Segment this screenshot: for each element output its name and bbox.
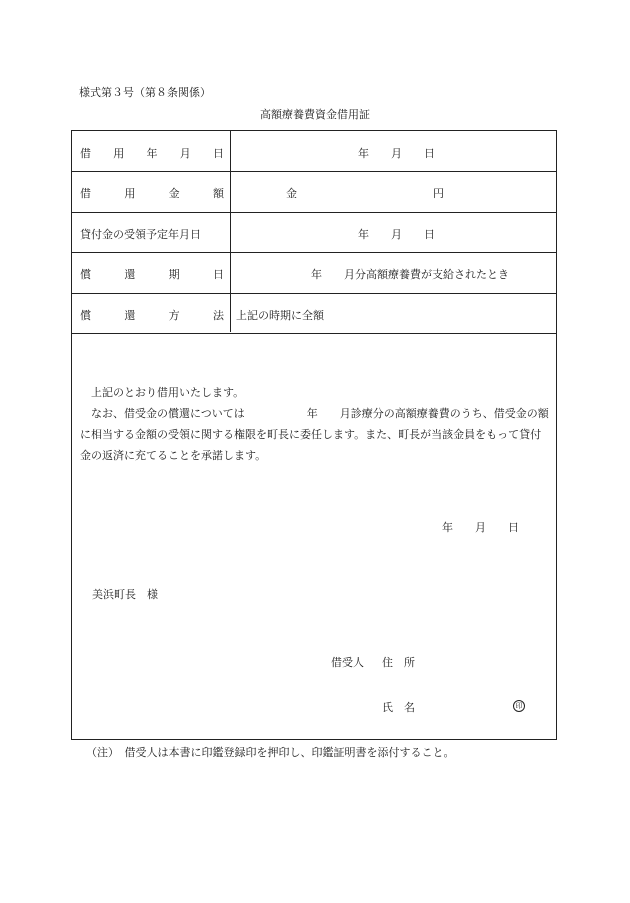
table-column-divider	[230, 131, 231, 332]
table-row-divider	[72, 252, 556, 253]
table-row-divider	[72, 212, 556, 213]
repayment-method-value: 上記の時期に全額	[236, 309, 324, 322]
seal-mark	[513, 698, 525, 712]
repayment-date-label: 償 還 期 日	[80, 268, 224, 281]
addressee: 美浜町長 様	[92, 588, 158, 601]
repayment-method-label: 償 還 方 法	[80, 309, 224, 322]
signing-date: 年 月 日	[442, 521, 519, 534]
amount-suffix: 円	[433, 187, 444, 200]
scheduled-receipt-date-label: 貸付金の受領予定年月日	[80, 228, 201, 241]
loan-certificate-form	[71, 130, 557, 740]
scheduled-receipt-date-value: 年 月 日	[358, 228, 435, 241]
document-title: 高額療養費資金借用証	[260, 108, 370, 121]
declaration-paragraph-2: なお、借受金の償還については 年 月診療分の高額療養費のうち、借受金の額に相当する金額の受領に関する権限を町長に委任します。また、町長が当該金員をもって貸付金の返済に充てることを承諾します。	[80, 407, 549, 462]
address-label: 住 所	[382, 656, 415, 669]
table-row-divider	[72, 171, 556, 172]
amount-prefix: 金	[286, 187, 297, 200]
form-number-label: 様式第３号（第８条関係）	[79, 86, 211, 99]
name-label: 氏 名	[382, 701, 415, 714]
borrow-amount-label: 借 用 金 額	[80, 187, 224, 200]
borrow-date-label: 借 用 年 月 日	[80, 147, 224, 160]
seal-icon: 印	[513, 700, 525, 712]
declaration-paragraph-1: 上記のとおり借用いたします。	[91, 386, 245, 399]
repayment-date-value: 年 月分高額療養費が支給されたとき	[311, 268, 509, 281]
declaration-text	[80, 382, 550, 466]
borrow-date-value: 年 月 日	[358, 147, 435, 160]
borrower-label: 借受人	[331, 656, 364, 669]
table-row-divider	[72, 293, 556, 294]
footnote: （注） 借受人は本書に印鑑登録印を押印し、印鑑証明書を添付すること。	[86, 746, 455, 759]
table-row-divider	[72, 333, 556, 334]
